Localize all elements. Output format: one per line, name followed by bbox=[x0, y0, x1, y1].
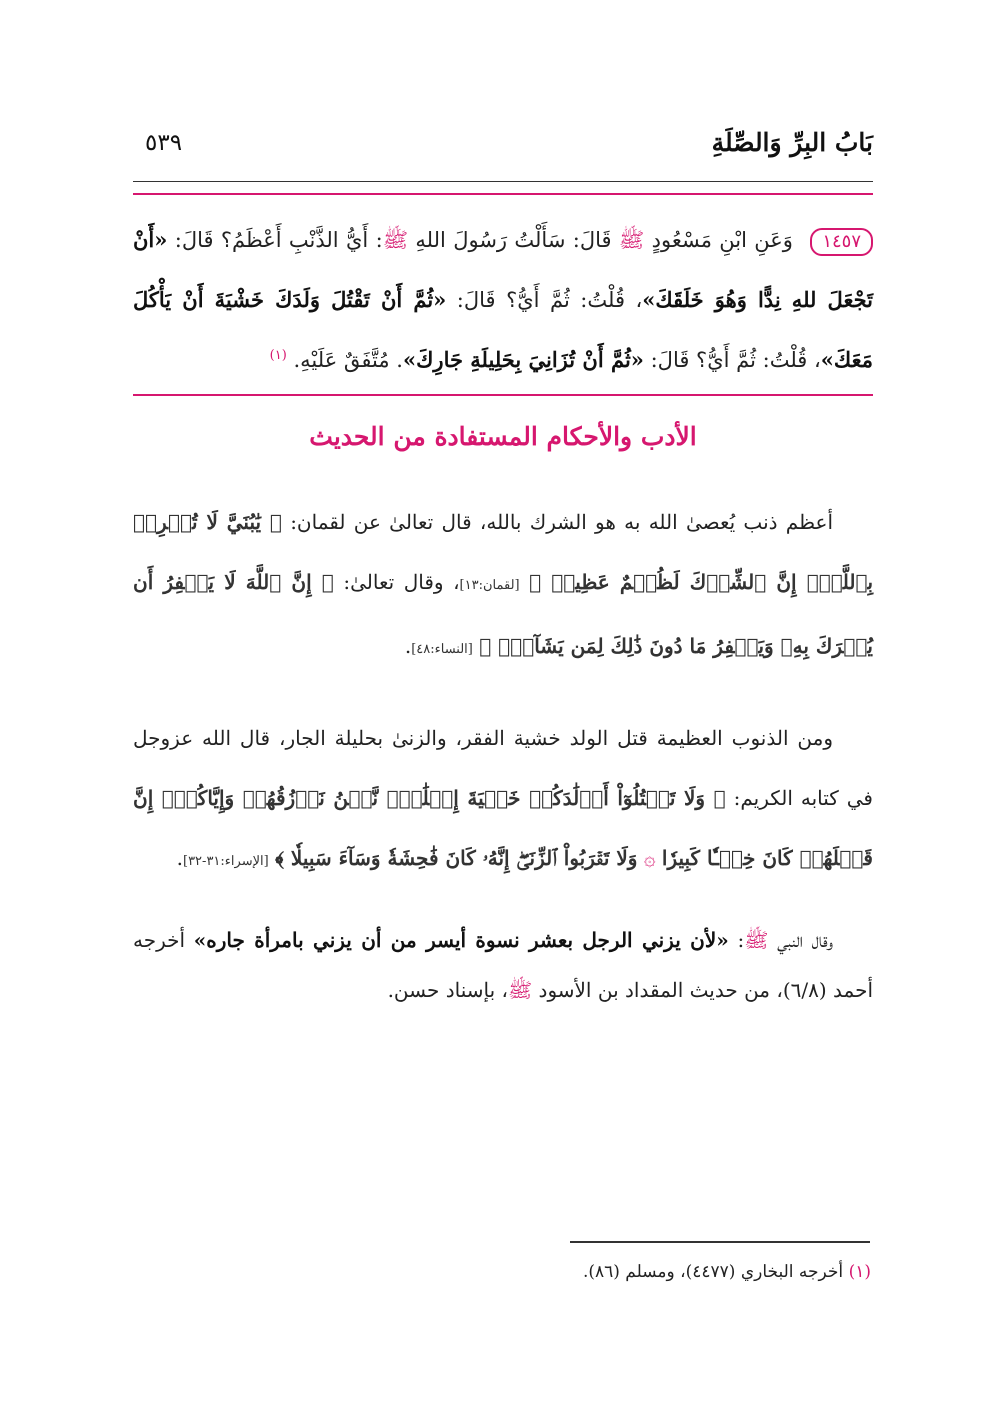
footnote bbox=[133, 1262, 871, 1282]
honorific-glyph: ﷺ bbox=[382, 228, 409, 252]
paragraph-text: أخرجه أحمد (٦/٨)، من حديث المقداد بن الأسود bbox=[133, 928, 873, 1002]
hadith-segment: : أَيُّ الذَّنْبِ أَعْظَمُ؟ قَالَ: bbox=[174, 228, 383, 252]
honorific-glyph: ﷺ bbox=[508, 978, 533, 1002]
footnote-separator bbox=[570, 1241, 870, 1243]
paragraph-text: ، وقال تعالىٰ: bbox=[343, 570, 460, 594]
paragraph-neighbor bbox=[133, 915, 873, 1015]
quran-verse: ﴿ إِنَّ ٱللَّهَ لَا يَغۡفِرُ أَن يُشۡرَكَ بِهِۦ وَيَغۡفِرُ مَا دُونَ ذَٰلِكَ لِمَن يَشَآءُۚ ﴾ bbox=[133, 570, 873, 658]
paragraph-end: . bbox=[176, 846, 183, 870]
quran-verse: وَلَا تَقۡرَبُواْ ٱلزِّنَىٰٓۖ إِنَّهُۥ كَانَ فَٰحِشَةٗ وَسَآءَ سَبِيلٗا ﴾ bbox=[275, 846, 638, 870]
footnote-number: (١) bbox=[848, 1262, 871, 1282]
hadith-segment: قَالَ: سَأَلْتُ رَسُولَ اللهِ bbox=[415, 228, 612, 252]
quran-verse: ﴿ وَلَا تَقۡتُلُوٓاْ أَوۡلَٰدَكُمۡ خَشۡيَةَ إِمۡلَٰقٖۖ نَّحۡنُ نَرۡزُقُهُمۡ وَإِيَّاكُمۡۚ إِنَّ قَتۡلَهُمۡ كَانَ خِطۡـٔٗا كَبِيرٗا bbox=[133, 786, 873, 870]
paragraph-text: : bbox=[737, 928, 745, 952]
page-number: ٥٣٩ bbox=[145, 130, 183, 156]
hadith-segment: . مُتَّفَقٌ عَلَيْهِ. bbox=[293, 348, 403, 372]
paragraph-shirk bbox=[133, 492, 873, 680]
chapter-title: بَابُ البِرِّ وَالصِّلَةِ bbox=[711, 128, 873, 157]
footnote-text: أخرجه البخاري (٤٤٧٧)، ومسلم (٨٦). bbox=[582, 1262, 844, 1282]
honorific-glyph: ﷺ bbox=[618, 228, 645, 252]
prophet-quote: «ثُمَّ أَنْ تَقْتُلَ وَلَدَكَ خَشْيَةَ أَنْ يَأْكُلَ مَعَكَ» bbox=[133, 287, 873, 372]
paragraph-major-sins bbox=[133, 708, 873, 892]
running-header bbox=[133, 128, 873, 168]
quran-verse: ﴿ يَٰبُنَيَّ لَا تُشۡرِكۡ بِٱللَّهِۖ إِنَّ ٱلشِّرۡكَ لَظُلۡمٌ عَظِيمٞ ﴾ bbox=[133, 510, 874, 594]
paragraph-text: ، بإسناد حسن. bbox=[387, 978, 508, 1002]
hadith-segment: وَعَنِ ابْنِ مَسْعُودٍ bbox=[651, 228, 793, 252]
hadith-top-rule bbox=[133, 193, 873, 195]
hadith-bottom-rule bbox=[133, 394, 873, 396]
paragraph-end: . bbox=[404, 634, 412, 658]
section-heading: الأدب والأحكام المستفادة من الحديث bbox=[309, 422, 697, 451]
verse-reference: [الإسراء:٣١-٣٢] bbox=[183, 854, 269, 869]
prophet-quote: «أَنْ تَجْعَلَ للهِ نِدًّا وَهُوَ خَلَقَكَ» bbox=[133, 227, 873, 312]
verse-separator-icon: ۞ bbox=[643, 846, 656, 870]
hadith-segment: ، قُلْتُ: ثُمَّ أَيُّ؟ قَالَ: bbox=[650, 348, 821, 372]
verse-reference: [النساء:٤٨] bbox=[411, 642, 473, 657]
paragraph-text: أعظم ذنب يُعصىٰ الله به هو الشرك بالله، قال تعالىٰ عن لقمان: bbox=[290, 510, 834, 534]
hadith-text bbox=[133, 210, 873, 390]
header-rule bbox=[133, 181, 873, 182]
prophet-quote: «لأن يزني الرجل بعشر نسوة أيسر من أن يزني بامرأة جاره» bbox=[193, 928, 729, 952]
prophet-quote: «ثُمَّ أَنْ تُزَانِيَ بِحَلِيلَةِ جَارِكَ» bbox=[403, 347, 644, 372]
hadith-number-badge: ١٤٥٧ bbox=[810, 228, 873, 256]
paragraph-text: ومن الذنوب العظيمة قتل الولد خشية الفقر، والزنىٰ بحليلة الجار، قال الله عزوجل في كتابه الكريم: bbox=[133, 726, 873, 810]
paragraph-text: وقال النبي bbox=[777, 928, 834, 952]
honorific-glyph: ﷺ bbox=[744, 928, 769, 952]
hadith-segment: ، قُلْتُ: ثُمَّ أَيُّ؟ قَالَ: bbox=[456, 288, 643, 312]
footnote-marker: (١) bbox=[269, 348, 287, 363]
verse-reference: [لقمان:١٣] bbox=[459, 578, 520, 593]
